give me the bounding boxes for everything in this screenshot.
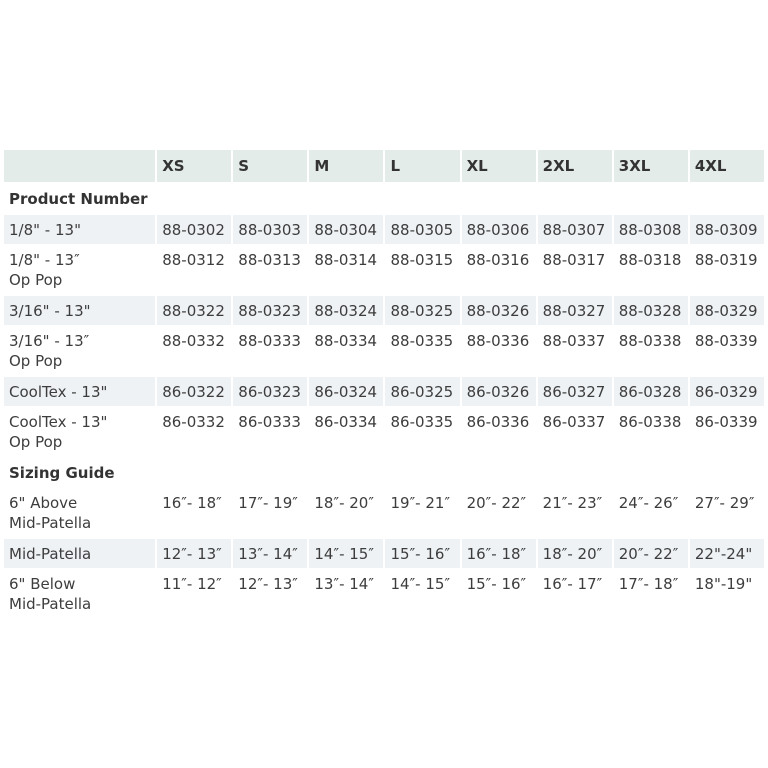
table-cell: 86-0324 [309, 377, 383, 406]
table-cell: 12″- 13″ [157, 539, 231, 568]
row-label-line: 1/8" - 13″ [9, 251, 80, 269]
table-cell: 13″- 14″ [233, 539, 307, 568]
size-header-s: S [233, 150, 307, 182]
table-cell: 88-0314 [309, 246, 383, 294]
table-row [4, 246, 764, 294]
table-row [4, 296, 764, 325]
size-header-3xl: 3XL [614, 150, 688, 182]
table-cell: 88-0338 [614, 327, 688, 375]
table-cell: 18″- 20″ [309, 489, 383, 537]
section-header-row [4, 184, 764, 213]
table-cell: 86-0333 [233, 408, 307, 456]
table-cell: 86-0332 [157, 408, 231, 456]
table-row [4, 327, 764, 375]
table-cell: 86-0336 [462, 408, 536, 456]
table-cell: 88-0322 [157, 296, 231, 325]
table-cell: 16″- 18″ [157, 489, 231, 537]
row-label [4, 570, 155, 618]
table-cell: 88-0337 [538, 327, 612, 375]
table-cell: 15″- 16″ [462, 570, 536, 618]
table-cell: 88-0307 [538, 215, 612, 244]
row-label [4, 489, 155, 537]
table-cell: 88-0315 [385, 246, 459, 294]
table-cell: 11″- 12″ [157, 570, 231, 618]
size-chart-body [4, 184, 764, 618]
header-corner-cell [4, 150, 155, 182]
table-cell: 14″- 15″ [385, 570, 459, 618]
size-header-xl: XL [462, 150, 536, 182]
table-cell: 88-0327 [538, 296, 612, 325]
table-cell: 86-0322 [157, 377, 231, 406]
table-row [4, 408, 764, 456]
table-cell: 88-0308 [614, 215, 688, 244]
row-label [4, 377, 155, 406]
table-cell: 88-0302 [157, 215, 231, 244]
table-cell: 88-0312 [157, 246, 231, 294]
table-cell: 88-0309 [690, 215, 764, 244]
table-cell: 24″- 26″ [614, 489, 688, 537]
table-cell: 88-0336 [462, 327, 536, 375]
table-cell: 86-0338 [614, 408, 688, 456]
size-header-2xl: 2XL [538, 150, 612, 182]
row-label-line: CoolTex - 13" [9, 382, 108, 401]
row-label-line: 6" Below [9, 575, 76, 593]
table-cell: 21″- 23″ [538, 489, 612, 537]
table-row [4, 570, 764, 618]
row-label-line: Mid-Patella [9, 544, 92, 563]
row-label-line: CoolTex - 13" [9, 413, 108, 431]
table-cell: 88-0325 [385, 296, 459, 325]
table-cell: 15″- 16″ [385, 539, 459, 568]
table-cell: 88-0318 [614, 246, 688, 294]
size-header-l: L [385, 150, 459, 182]
table-cell: 16″- 18″ [462, 539, 536, 568]
table-cell: 19″- 21″ [385, 489, 459, 537]
size-header [4, 150, 764, 182]
table-cell: 12″- 13″ [233, 570, 307, 618]
size-header-xs: XS [157, 150, 231, 182]
table-cell: 16″- 17″ [538, 570, 612, 618]
row-label-line: Mid-Patella [9, 514, 92, 532]
row-label [4, 408, 155, 456]
row-label-line: 6" Above [9, 494, 78, 512]
table-cell: 86-0323 [233, 377, 307, 406]
table-cell: 18"-19" [690, 570, 764, 618]
section-title: Product Number [4, 184, 764, 213]
table-cell: 86-0327 [538, 377, 612, 406]
table-cell: 22"-24" [690, 539, 764, 568]
table-cell: 88-0328 [614, 296, 688, 325]
row-label [4, 539, 155, 568]
table-cell: 27″- 29″ [690, 489, 764, 537]
size-chart-table [2, 148, 766, 620]
section-title: Sizing Guide [4, 458, 764, 487]
table-cell: 88-0316 [462, 246, 536, 294]
table-cell: 18″- 20″ [538, 539, 612, 568]
table-cell: 20″- 22″ [462, 489, 536, 537]
table-cell: 86-0334 [309, 408, 383, 456]
table-cell: 14″- 15″ [309, 539, 383, 568]
table-cell: 88-0306 [462, 215, 536, 244]
row-label [4, 246, 155, 294]
table-row [4, 377, 764, 406]
row-label-line: 1/8" - 13" [9, 220, 81, 239]
section-header-row [4, 458, 764, 487]
table-cell: 86-0335 [385, 408, 459, 456]
table-cell: 88-0333 [233, 327, 307, 375]
table-cell: 86-0325 [385, 377, 459, 406]
table-row [4, 215, 764, 244]
table-cell: 88-0304 [309, 215, 383, 244]
table-cell: 88-0319 [690, 246, 764, 294]
table-cell: 86-0329 [690, 377, 764, 406]
table-cell: 88-0329 [690, 296, 764, 325]
size-chart [4, 148, 768, 620]
table-cell: 86-0326 [462, 377, 536, 406]
row-label-line: 3/16" - 13" [9, 301, 91, 320]
table-cell: 88-0326 [462, 296, 536, 325]
table-cell: 17″- 18″ [614, 570, 688, 618]
table-cell: 86-0339 [690, 408, 764, 456]
table-cell: 88-0324 [309, 296, 383, 325]
table-cell: 88-0303 [233, 215, 307, 244]
table-cell: 88-0334 [309, 327, 383, 375]
table-cell: 20″- 22″ [614, 539, 688, 568]
table-row [4, 489, 764, 537]
table-cell: 88-0313 [233, 246, 307, 294]
row-label-line: Op Pop [9, 352, 63, 370]
row-label [4, 215, 155, 244]
row-label-line: Op Pop [9, 433, 63, 451]
row-label-line: 3/16" - 13″ [9, 332, 90, 350]
table-cell: 88-0305 [385, 215, 459, 244]
table-cell: 88-0332 [157, 327, 231, 375]
row-label-line: Op Pop [9, 271, 63, 289]
row-label [4, 327, 155, 375]
row-label [4, 296, 155, 325]
table-cell: 88-0335 [385, 327, 459, 375]
row-label-line: Mid-Patella [9, 595, 92, 613]
table-cell: 86-0337 [538, 408, 612, 456]
table-cell: 13″- 14″ [309, 570, 383, 618]
size-header-4xl: 4XL [690, 150, 764, 182]
size-header-row [4, 150, 764, 182]
table-cell: 86-0328 [614, 377, 688, 406]
table-cell: 88-0323 [233, 296, 307, 325]
table-cell: 17″- 19″ [233, 489, 307, 537]
table-cell: 88-0317 [538, 246, 612, 294]
size-header-m: M [309, 150, 383, 182]
table-row [4, 539, 764, 568]
table-cell: 88-0339 [690, 327, 764, 375]
